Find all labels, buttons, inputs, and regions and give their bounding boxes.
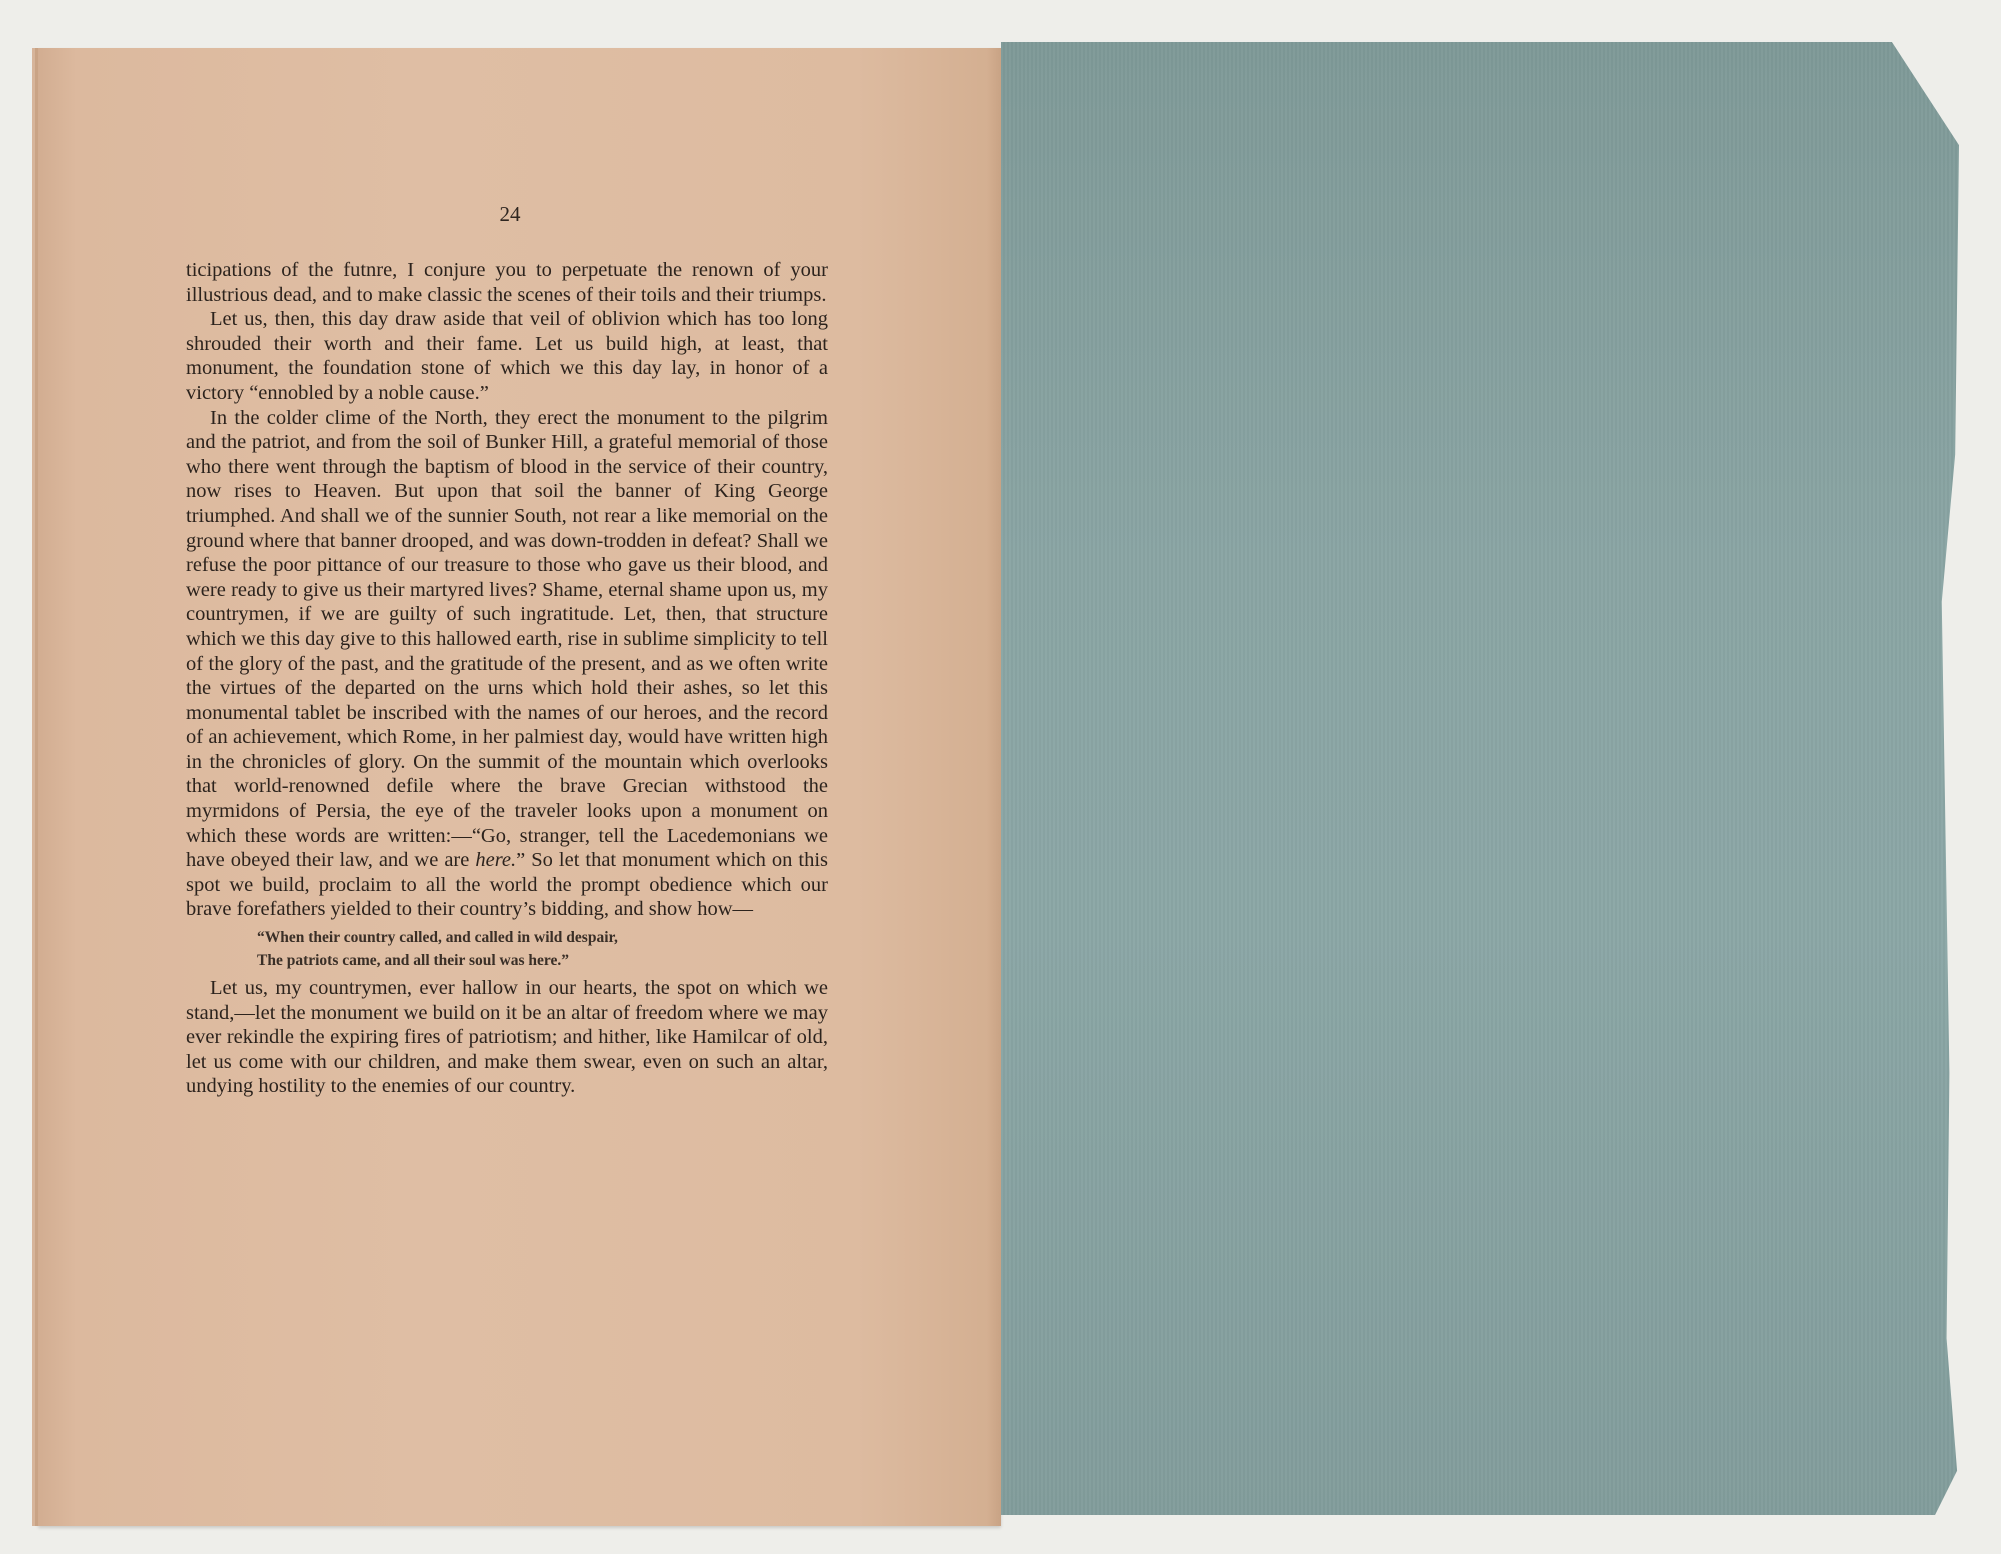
poem-line-2: The patriots came, and all their soul was here.”	[257, 952, 570, 970]
paragraph-3-end: ” So let that monument which on this spot we build, proclaim to all the world the prompt obedience which our brave forefathers yielded to their country’s bidding, and show how—	[186, 849, 829, 921]
paragraph-3	[186, 406, 828, 922]
paragraph-2: Let us, then, this day draw aside that veil of oblivion which has too long shrouded their worth and their fame. Let us build high, at least, that monument, the foundation stone of which we this day lay, in honor of a victory “ennobled by a noble cause.”	[186, 308, 828, 404]
paragraph-1: ticipations of the futnre, I conjure you to perpetuate the renown of your illustrious dead, and to make classic the scenes of their toils and their triumps.	[186, 259, 828, 306]
right-page-blue-cover	[1001, 42, 1959, 1515]
poem-line-1: “When their country called, and called in wild despair,	[257, 929, 618, 947]
poem-quote	[257, 926, 828, 972]
closing-paragraph: Let us, my countrymen, ever hallow in our hearts, the spot on which we stand,—let the monument we build on it be an altar of freedom where we may ever rekindle the expiring fires of patriotism; and hither, like Hamilcar of old, let us come with our children, and make them swear, even on such an altar, undying hostility to the enemies of our country.	[186, 977, 828, 1098]
paper-texture	[1001, 42, 1959, 1515]
paragraph-3-text: In the colder clime of the North, they erect the monument to the pilgrim and the patriot, and from the soil of Bunker Hill, a grateful memorial of those who there went through the baptism of blood in the service of their country, now rises to Heaven. But upon that soil the banner of King George triumphed. And shall we of the sunnier South, not rear a like memorial on the ground where that banner drooped, and was down-trodden in defeat? Shall we refuse the poor pittance of our treasure to those who gave us their blood, and were ready to give us their martyred lives? Shame, eternal shame upon us, my countrymen, if we are guilty of such ingratitude. Let, then, that structure which we this day give to this hallowed earth, rise in sublime simplicity to tell of the glory of the past, and the gratitude of the present, and as we often write the virtues of the departed on the urns which hold their ashes, so let this monumental tablet be inscribed with the names of our heroes, and the record of an achievement, which Rome, in her palmiest day, would have written high in the chronicles of glory. On the summit of the mountain which overlooks that world-renowned defile where the brave Grecian withstood the myrmidons of Persia, the eye of the traveler looks upon a monument on which these words are written:—“Go, stranger, tell the Lacedemonians we have obeyed their law, and we are	[186, 406, 828, 872]
page-number: 24	[499, 202, 521, 226]
page-body-text	[186, 258, 828, 1099]
emphasis-word: here.	[475, 849, 517, 872]
